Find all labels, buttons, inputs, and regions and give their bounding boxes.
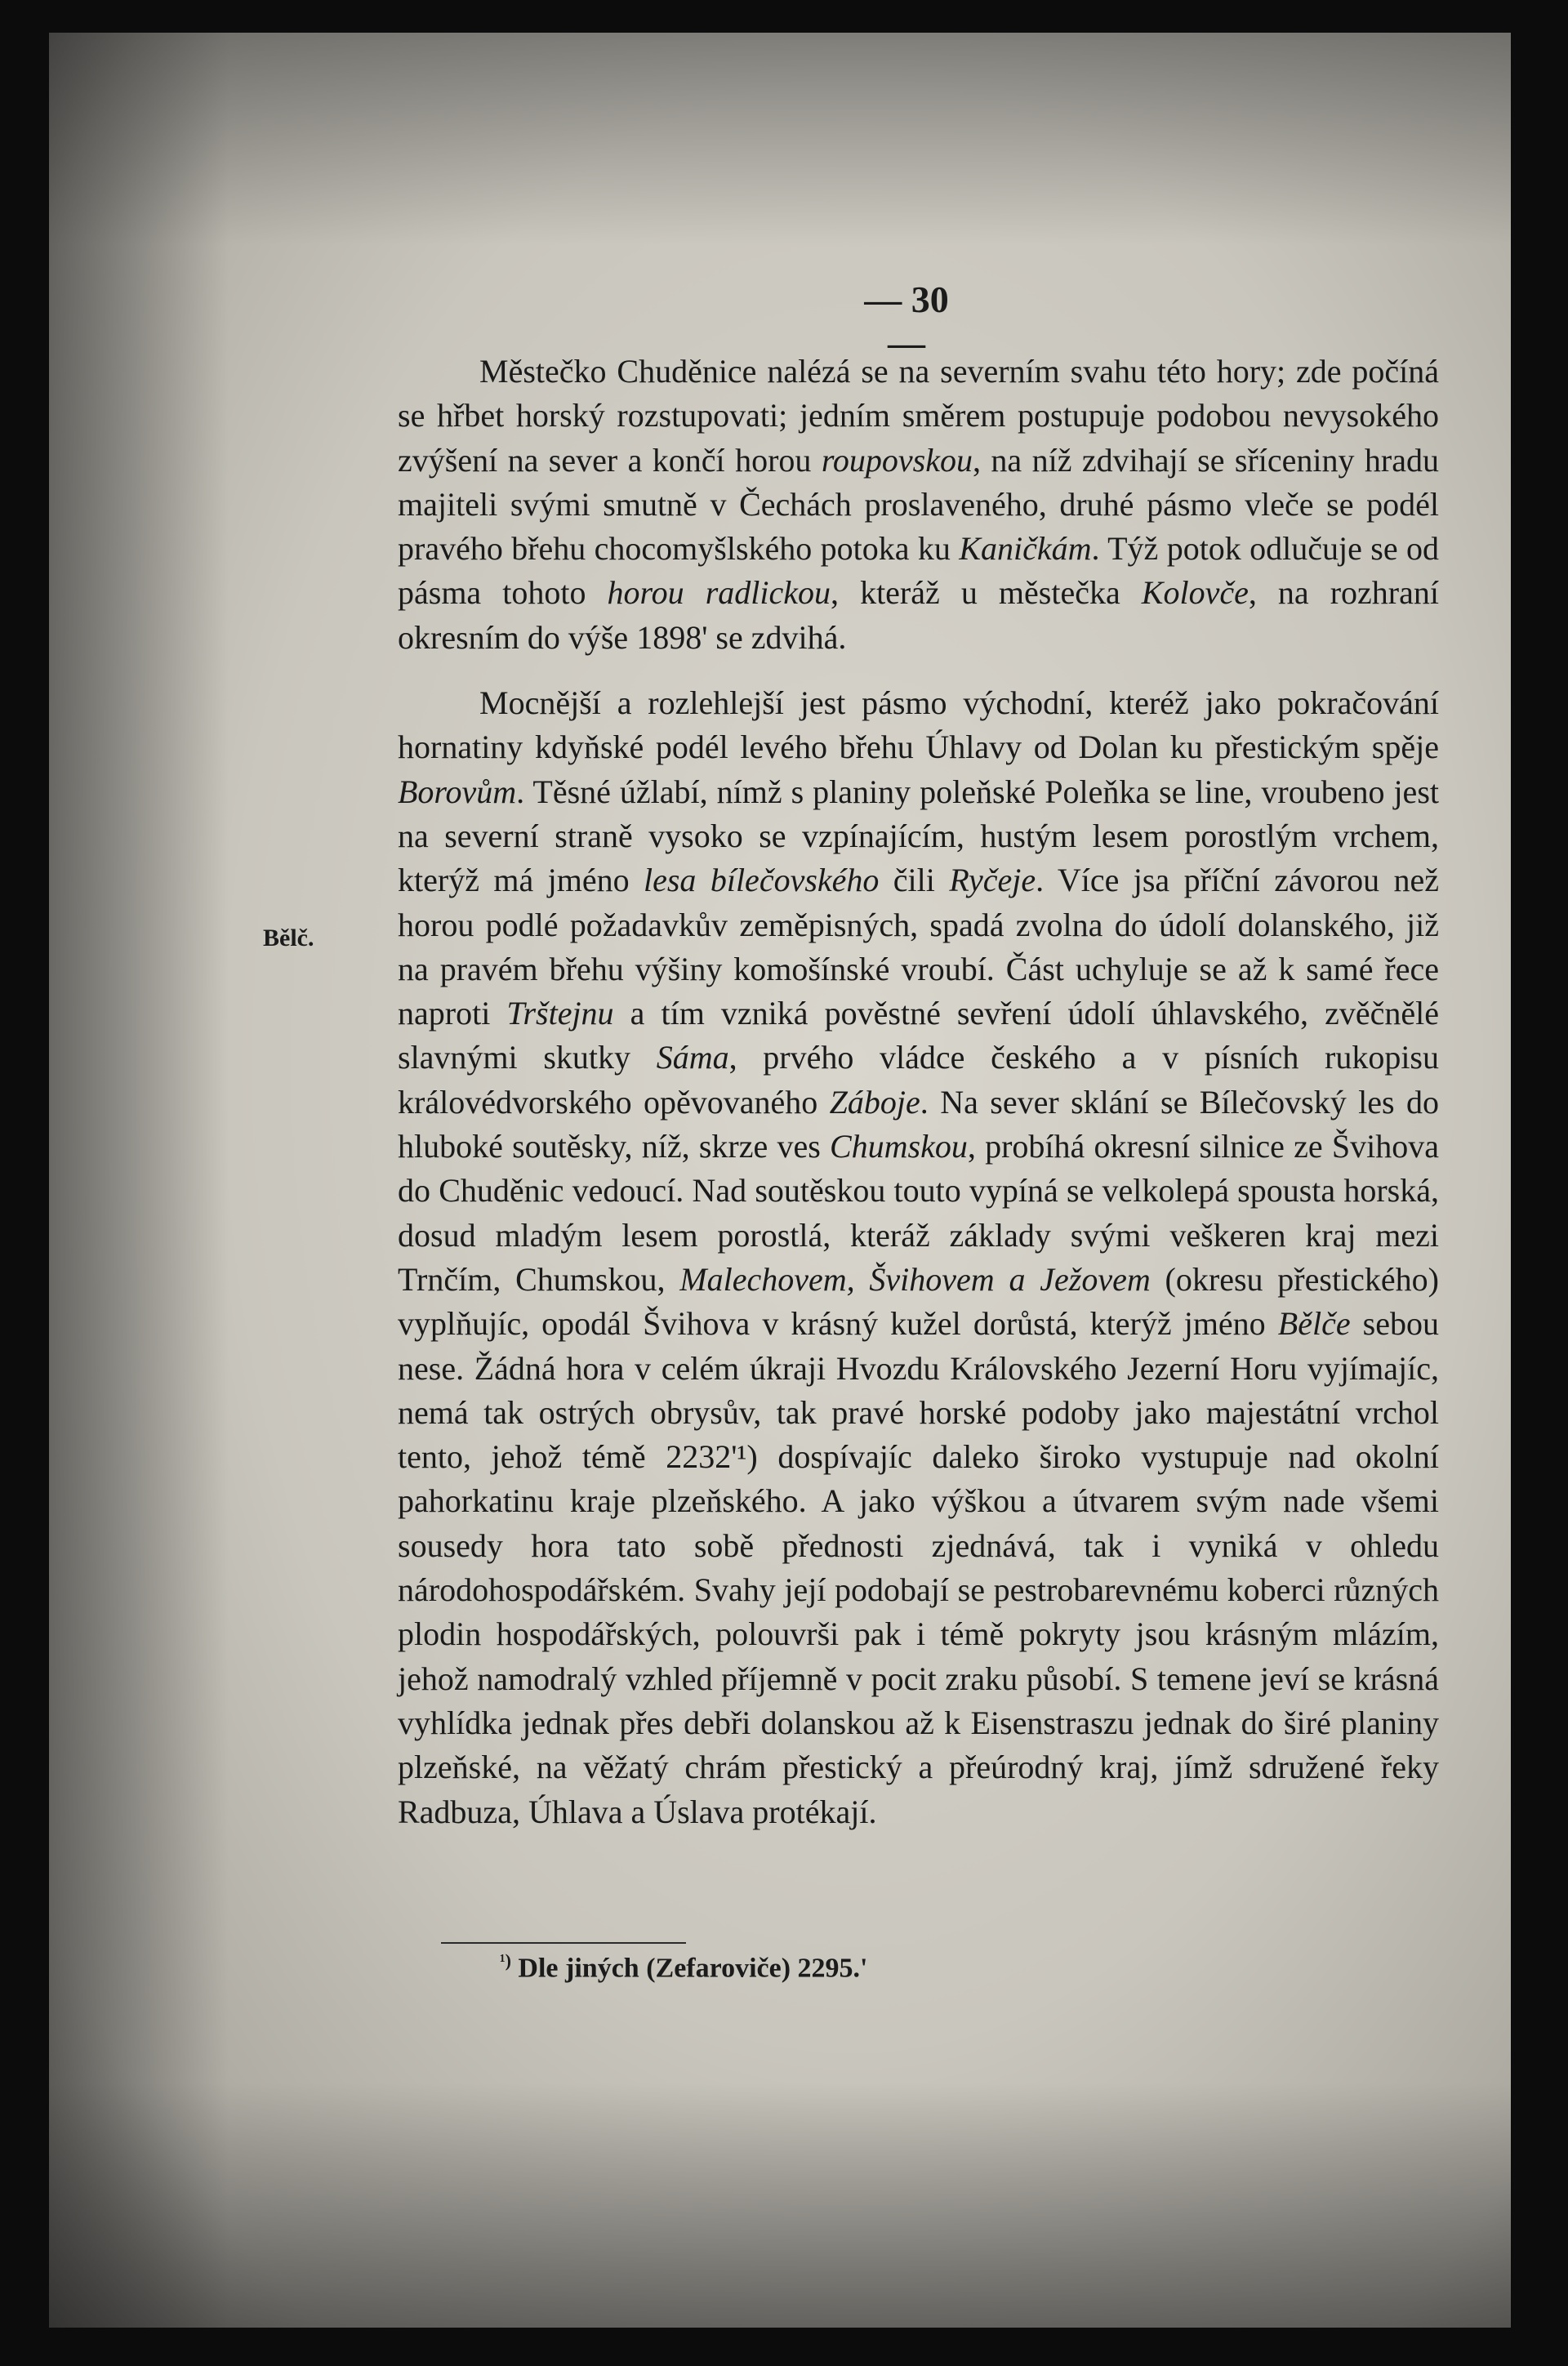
footnote-marker: ¹) bbox=[500, 1950, 511, 1971]
footnote bbox=[500, 1950, 867, 1984]
scan-shadow-top bbox=[49, 33, 1511, 245]
text-run: , prvého vládce českého a v písních rukopisu královédvorského opěvovaného bbox=[398, 1039, 1439, 1121]
text-run: sebou nese. Žádná hora v celém úkraji Hvozdu Královského Jezerní Horu vyjímajíc, nemá tak ostrých obrysův, tak pravé horské podoby jako majestátní vrchol tento, jehož témě 2232'¹) dospívajíc daleko široko vystupuje nad okolní pahorkatinu kraje plzeňského. A jako výškou a útvarem svým nade všemi sousedy hora tato sobě přednosti zjednává, tak i vyniká v ohledu národohospodářském. Svahy její podobají se pestrobarevnému koberci různých plodin hospodářských, polouvrši pak i témě pokryty jsou krásným mlázím, jehož namodralý vzhled příjemně v pocit zraku působí. S temene jeví se krásná vyhlídka jednak přes debři dolanskou až k Eisenstraszu jednak do širé planiny plzeňské, na věžatý chrám přestický a přeúrodný kraj, jímž sdružené řeky Radbuza, Úhlava a Úslava protékají. bbox=[398, 1305, 1439, 1830]
italic-term: Chumskou bbox=[829, 1128, 968, 1165]
paragraph-2 bbox=[398, 681, 1439, 1834]
italic-term: Borovům bbox=[398, 773, 517, 810]
italic-term: horou radlickou bbox=[607, 574, 831, 612]
footnote-rule bbox=[441, 1942, 686, 1944]
italic-term: Kaničkám bbox=[959, 530, 1092, 568]
italic-term: lesa bílečovského bbox=[644, 862, 880, 899]
footnote-text: Dle jiných (Zefaroviče) 2295.' bbox=[510, 1953, 868, 1984]
text-run: . Na sever sklání se Bílečovský les do hluboké soutěsky, níž, skrze ves bbox=[398, 1083, 1439, 1165]
text-run: , na rozhraní okresním do výše 1898' se zdvihá. bbox=[398, 574, 1439, 656]
text-run: . Týž potok odlučuje se od pásma tohoto bbox=[398, 530, 1439, 612]
text-run: čili bbox=[879, 862, 950, 899]
text-run: (okresu přestického) vyplňujíc, opodál Švihova v krásný kužel dorůstá, kterýž jméno bbox=[398, 1260, 1439, 1343]
text-run: a tím vzniká pověstné sevření údolí úhlavského, zvěčnělé slavnými skutky bbox=[398, 995, 1439, 1076]
text-run: . Více jsa příční závorou než horou podlé požadavkův zeměpisných, spadá zvolna do údolí dolanského, již na pravém břehu výšiny komošínské vroubí. Část uchyluje se až k samé řece naproti bbox=[398, 862, 1440, 1032]
italic-term: Sáma bbox=[656, 1039, 729, 1076]
margin-note: Bělč. bbox=[263, 925, 314, 951]
paragraph-1 bbox=[398, 350, 1439, 660]
text-run: , kteráž u městečka bbox=[831, 574, 1142, 612]
italic-term: Malechovem, Švihovem a Ježovem bbox=[679, 1260, 1151, 1298]
italic-term: roupovskou bbox=[821, 441, 973, 479]
italic-term: Ryčeje bbox=[949, 862, 1036, 899]
text-run: , na níž zdvihají se sříceniny hradu majiteli svými smutně v Čechách proslaveného, druhé pásmo vleče se podél pravého břehu chocomyšlského potoka ku bbox=[398, 441, 1440, 568]
scan-shadow-bottom bbox=[49, 2083, 1511, 2328]
italic-term: Kolovče bbox=[1141, 574, 1249, 612]
text-run: Městečko Chuděnice nalézá se na severním svahu této hory; zde počíná se hřbet horský rozstupovati; jedním směrem postupuje podobou nevysokého zvýšení na sever a končí horou bbox=[398, 353, 1439, 479]
text-run: , probíhá okresní silnice ze Švihova do Chuděnic vedoucí. Nad soutěskou touto vypíná se velkolepá spousta horská, dosud mladým lesem porostlá, kteráž základy svými veškeren kraj mezi Trnčím, Chumskou, bbox=[398, 1128, 1439, 1298]
text-run: . Těsné úžlabí, nímž s planiny poleňské Poleňka se line, vroubeno jest na severní straně vysoko se vzpínajícím, hustým lesem porostlým vrchem, kterýž má jméno bbox=[398, 773, 1439, 899]
page-number: — 30 — bbox=[864, 278, 949, 363]
body-text bbox=[398, 350, 1439, 1834]
text-run: Mocnější a rozlehlejší jest pásmo východní, kteréž jako pokračování hornatiny kdyňské podél levého břehu Úhlavy od Dolan ku přestickým spěje bbox=[398, 684, 1439, 766]
italic-term: Trštejnu bbox=[506, 995, 614, 1032]
scan-shadow-left bbox=[49, 33, 229, 2328]
italic-term: Bělče bbox=[1277, 1305, 1351, 1343]
italic-term: Záboje bbox=[829, 1083, 920, 1121]
